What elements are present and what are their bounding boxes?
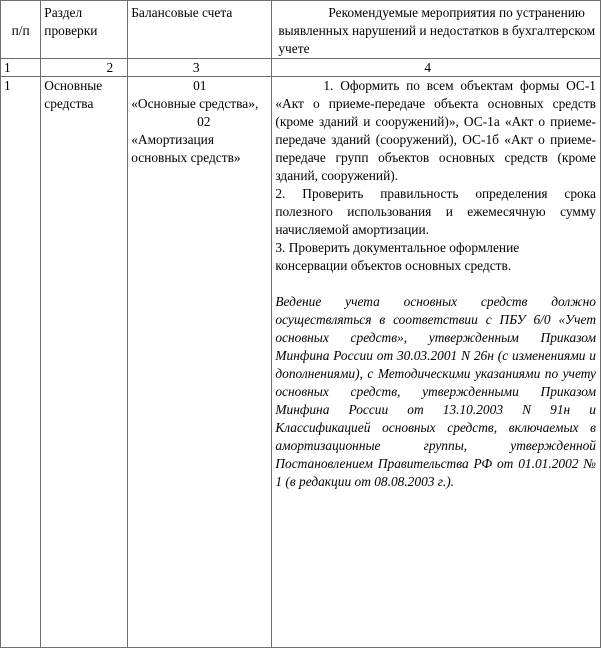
data-row [1, 77, 601, 648]
row-measures [272, 77, 601, 648]
column-number-row [1, 59, 601, 77]
column-number-1-text: 1 [4, 60, 11, 75]
header-accounts-text: Балансовые счета [131, 5, 233, 20]
account-1-name: «Основные средства», [131, 96, 259, 111]
column-number-3 [128, 59, 272, 77]
column-number-3-text: 3 [192, 60, 200, 75]
header-measures-text: Рекомендуемые мероприятия по устранению выявленных нарушений и недостатков в бухгалтерском учете [278, 5, 596, 56]
account-2-name: «Амортизация основных средств» [131, 132, 241, 165]
row-num-text: 1 [4, 78, 11, 93]
header-num-text: п/п [11, 23, 30, 38]
account-1-code: 01 [193, 78, 207, 93]
header-section [41, 1, 128, 59]
account-2-code: 02 [197, 114, 211, 129]
header-measures [272, 1, 601, 59]
row-section [41, 77, 128, 648]
row-section-text: Основные средства [44, 78, 103, 111]
row-accounts [128, 77, 272, 648]
measure-item-1: 1. Оформить по всем объектам формы ОС-1 «Акт о приеме-передаче объекта основных средств (кроме зданий и сооружений)», ОС-1а «Акт о приеме-передаче зданий (сооружений), ОС-1б «Акт о приеме-передаче групп объектов основных средств (кроме зданий, сооружений). [275, 78, 596, 183]
regulation-note: Ведение учета основных средств должно осуществляться в соответствии с ПБУ 6/0 «Учет основных средств», утвержденным Приказом Минфина России от 30.03.2001 N 26н (с изменениями и дополнениями), с Методическими указаниями по учету основных средств, утвержденными Приказом Минфина России от 13.10.2003 N 91н и Классификацией основных средств, включаемых в амортизационные группы, утвержденной Постановлением Правительства РФ от 01.01.2002 № 1 (в редакции от 08.08.2003 г.). [275, 294, 596, 489]
header-accounts [128, 1, 272, 59]
row-num [1, 77, 41, 648]
column-number-2 [41, 59, 128, 77]
spacer [275, 275, 596, 293]
header-row [1, 1, 601, 59]
column-number-4-text: 4 [424, 60, 432, 75]
measure-item-3: 3. Проверить документальное оформление консервации объектов основных средств. [275, 240, 520, 273]
header-section-text: Раздел проверки [44, 5, 98, 38]
column-number-1 [1, 59, 41, 77]
column-number-2-text: 2 [106, 60, 114, 75]
header-num [1, 1, 41, 59]
column-number-4 [272, 59, 601, 77]
measure-item-2: 2. Проверить правильность определения срока полезного использования и ежемесячную сумму начисляемой амортизации. [275, 186, 596, 237]
